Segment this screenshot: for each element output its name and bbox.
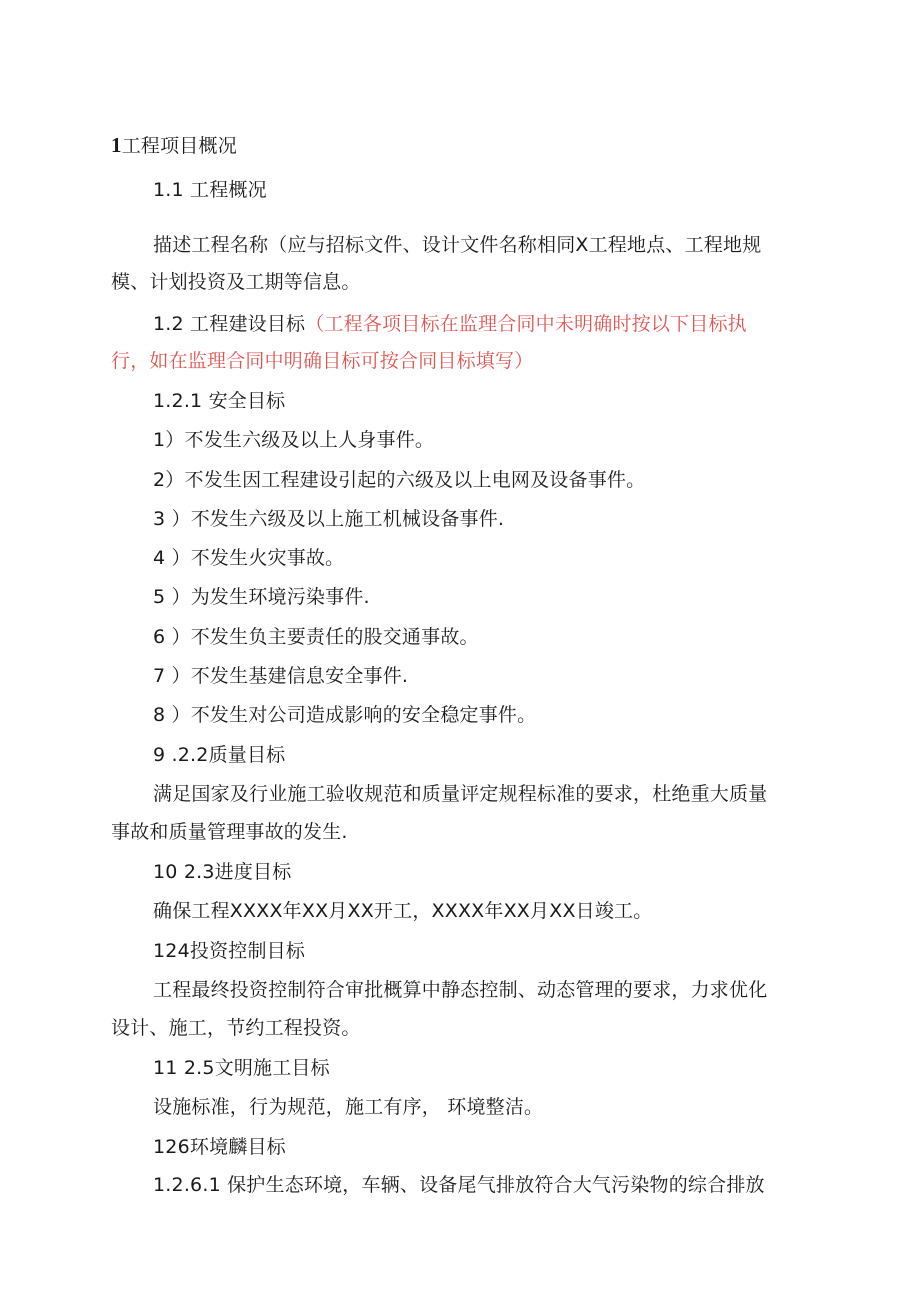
subsection-1-2-label: 1.2 工程建设目标 — [153, 313, 306, 335]
subsection-1-1: 1.1 工程概况 — [153, 179, 267, 201]
safety-item: 8 ）不发生对公司造成影响的安全稳定事件。 — [153, 704, 537, 726]
paragraph-project-desc: 描述工程名称（应与招标文件、设计文件名称相同X工程地点、工程地规 — [153, 234, 762, 256]
subsection-1-2-1: 1.2.1 安全目标 — [153, 390, 286, 412]
environment-heading: 126环境麟目标 — [153, 1136, 286, 1158]
safety-item: 7 ）不发生基建信息安全事件. — [153, 665, 409, 687]
paragraph-project-desc-cont: 模、计划投资及工期等信息。 — [111, 271, 361, 293]
investment-paragraph-cont: 设计、施工，节约工程投资。 — [111, 1017, 361, 1039]
safety-item: 2）不发生因工程建设引起的六级及以上电网及设备事件。 — [153, 469, 646, 491]
civil-construction-heading: 11 2.5文明施工目标 — [153, 1057, 330, 1079]
heading-number: 1 — [111, 133, 122, 157]
safety-item: 1）不发生六级及以上人身事件。 — [153, 429, 435, 451]
quality-paragraph-cont: 事故和质量管理事故的发生. — [111, 821, 348, 843]
progress-heading: 10 2.3进度目标 — [153, 861, 292, 883]
investment-heading: 124投资控制目标 — [153, 940, 306, 962]
subsection-1-2-note-cont: 行，如在监理合同中明确目标可按合同目标填写） — [111, 350, 534, 372]
investment-paragraph: 工程最终投资控制符合审批概算中静态控制、动态管理的要求，力求优化 — [153, 979, 768, 1001]
safety-item: 6 ）不发生负主要责任的股交通事故。 — [153, 626, 479, 648]
civil-construction-paragraph: 设施标准，行为规范，施工有序， 环境整洁。 — [153, 1096, 544, 1118]
heading-text: 工程项目概况 — [121, 135, 237, 157]
quality-heading: 9 .2.2质量目标 — [153, 744, 286, 766]
safety-item: 4 ）不发生火灾事故。 — [153, 547, 345, 569]
quality-paragraph: 满足国家及行业施工验收规范和质量评定规程标准的要求，杜绝重大质量 — [153, 783, 768, 805]
environment-paragraph: 1.2.6.1 保护生态环境，车辆、设备尾气排放符合大气污染物的综合排放 — [153, 1174, 765, 1196]
safety-item: 5 ）为发生环境污染事件. — [153, 586, 370, 608]
progress-paragraph: 确保工程XXXX年XX月XX开工，XXXX年XX月XX日竣工。 — [153, 900, 653, 922]
section-heading-1 — [111, 133, 237, 158]
subsection-1-2 — [153, 312, 747, 336]
safety-item: 3 ）不发生六级及以上施工机械设备事件. — [153, 508, 505, 530]
subsection-1-2-note: （工程各项目标在监理合同中未明确时按以下目标执 — [305, 313, 747, 335]
